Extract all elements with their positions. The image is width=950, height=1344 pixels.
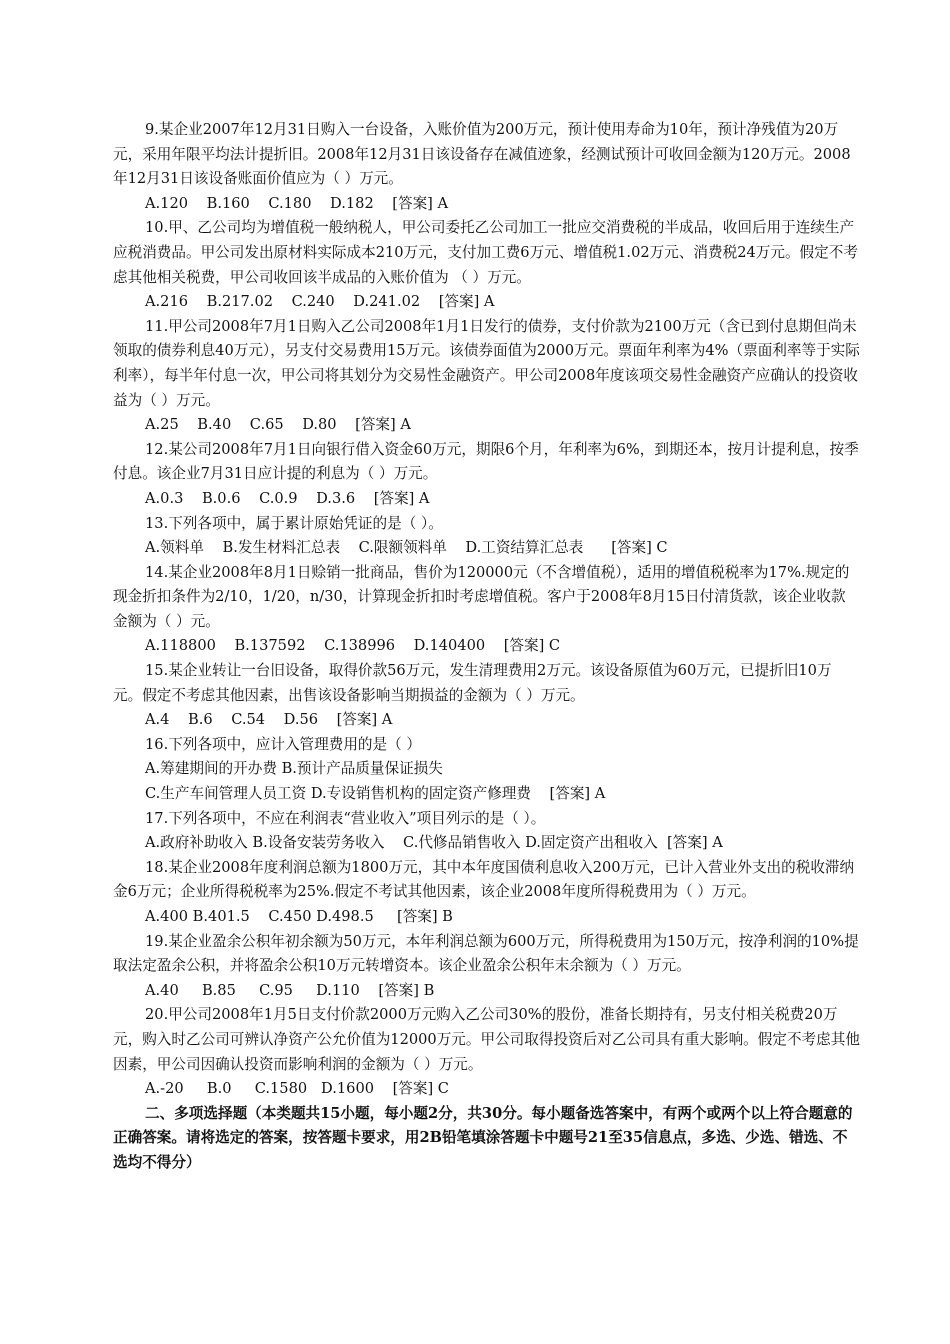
- question-18-options: A.400 B.401.5 C.450 D.498.5 [答案] B: [145, 908, 453, 925]
- question-19-stem: 19.某企业盈余公积年初余额为50万元，本年利润总额为600万元，所得税费用为150万元，按净利润的10%提取法定盈余公积，并将盈余公积10万元转增资本。该企业盈余公积年末余额为（ ）万元。: [113, 932, 859, 975]
- question-17-options: A.政府补助收入 B.设备安装劳务收入 C.代修品销售收入 D.固定资产出租收入 [答案] A: [145, 834, 723, 852]
- question-18-stem: 18.某企业2008年度利润总额为1800万元，其中本年度国债利息收入200万元，已计入营业外支出的税收滞纳金6万元；企业所得税税率为25%.假定不考试其他因素，该企业2008年度所得税费用为（ ）万元。: [113, 858, 855, 901]
- question-19-options: A.40 B.85 C.95 D.110 [答案] B: [145, 981, 435, 999]
- question-11-options: A.25 B.40 C.65 D.80 [答案] A: [145, 416, 411, 434]
- question-16-options-line-1: A.筹建期间的开办费 B.预计产品质量保证损失: [145, 760, 443, 778]
- question-14-options: A.118800 B.137592 C.138996 D.140400 [答案] C: [145, 637, 561, 655]
- question-16-options-line-2: C.生产车间管理人员工资 D.专设销售机构的固定资产修理费 [答案] A: [145, 785, 606, 803]
- question-10-stem: 10.甲、乙公司均为增值税一般纳税人，甲公司委托乙公司加工一批应交消费税的半成品，收回后用于连续生产应税消费品。甲公司发出原材料实际成本210万元，支付加工费6万元、增值税1.02万元、消费税24万元。假定不考虑其他相关税费，甲公司收回该半成品的入账价值为 （ ）万元。: [113, 219, 858, 286]
- question-13-options: A.领料单 B.发生材料汇总表 C.限额领料单 D.工资结算汇总表 [答案] C: [145, 539, 668, 557]
- question-16-stem: 16.下列各项中，应计入管理费用的是（ ）: [145, 735, 421, 753]
- section-heading-multiple-choice: 二、多项选择题（本类题共15小题，每小题2分，共30分。每小题备选答案中，有两个或两个以上符合题意的正确答案。请将选定的答案，按答题卡要求，用2B铅笔填涂答题卡中题号21至35信息点，多选、少选、错选、不选均不得分）: [113, 1104, 853, 1171]
- question-14-stem: 14.某企业2008年8月1日赊销一批商品，售价为120000元（不含增值税），适用的增值税税率为17%.规定的现金折扣条件为2/10，1/20，n/30，计算现金折扣时考虑增值税。客户于2008年8月15日付清货款，该企业收款金额为（ ）元。: [113, 563, 850, 630]
- question-11-stem: 11.甲公司2008年7月1日购入乙公司2008年1月1日发行的债券，支付价款为2100万元（含已到付息期但尚未领取的债券利息40万元），另支付交易费用15万元。该债券面值为2000万元。票面年利率为4%（票面利率等于实际利率），每半年付息一次，甲公司将其划分为交易性金融资产。甲公司2008年度该项交易性金融资产应确认的投资收益为（ ）万元。: [113, 317, 860, 409]
- question-9-options: A.120 B.160 C.180 D.182 [答案] A: [145, 194, 449, 212]
- question-12-options: A.0.3 B.0.6 C.0.9 D.3.6 [答案] A: [145, 489, 430, 507]
- question-20-stem: 20.甲公司2008年1月5日支付价款2000万元购入乙公司30%的股份，准备长期持有，另支付相关税费20万元，购入时乙公司可辨认净资产公允价值为12000万元。甲公司取得投资后对乙公司具有重大影响。假定不考虑其他因素，甲公司因确认投资而影响利润的金额为（ ）万元。: [113, 1006, 860, 1073]
- question-10-options: A.216 B.217.02 C.240 D.241.02 [答案] A: [145, 293, 495, 311]
- question-13-stem: 13.下列各项中，属于累计原始凭证的是（ ）。: [145, 514, 443, 532]
- question-20-options: A.-20 B.0 C.1580 D.1600 [答案] C: [145, 1080, 449, 1098]
- question-9-stem: 9.某企业2007年12月31日购入一台设备，入账价值为200万元，预计使用寿命为10年，预计净残值为20万元，采用年限平均法计提折旧。2008年12月31日该设备存在减值迹象，经测试预计可收回金额为120万元。2008年12月31日该设备账面价值应为（ ）万元。: [113, 121, 851, 188]
- question-15-options: A.4 B.6 C.54 D.56 [答案] A: [145, 711, 393, 729]
- question-12-stem: 12.某公司2008年7月1日向银行借入资金60万元，期限6个月，年利率为6%，到期还本，按月计提利息，按季付息。该企业7月31日应计提的利息为（ ）万元。: [113, 440, 859, 483]
- question-17-stem: 17.下列各项中，不应在利润表“营业收入”项目列示的是（ ）。: [145, 809, 546, 827]
- question-15-stem: 15.某企业转让一台旧设备，取得价款56万元，发生清理费用2万元。该设备原值为60万元，已提折旧10万元。假定不考虑其他因素，出售该设备影响当期损益的金额为（ ）万元。: [113, 662, 832, 704]
